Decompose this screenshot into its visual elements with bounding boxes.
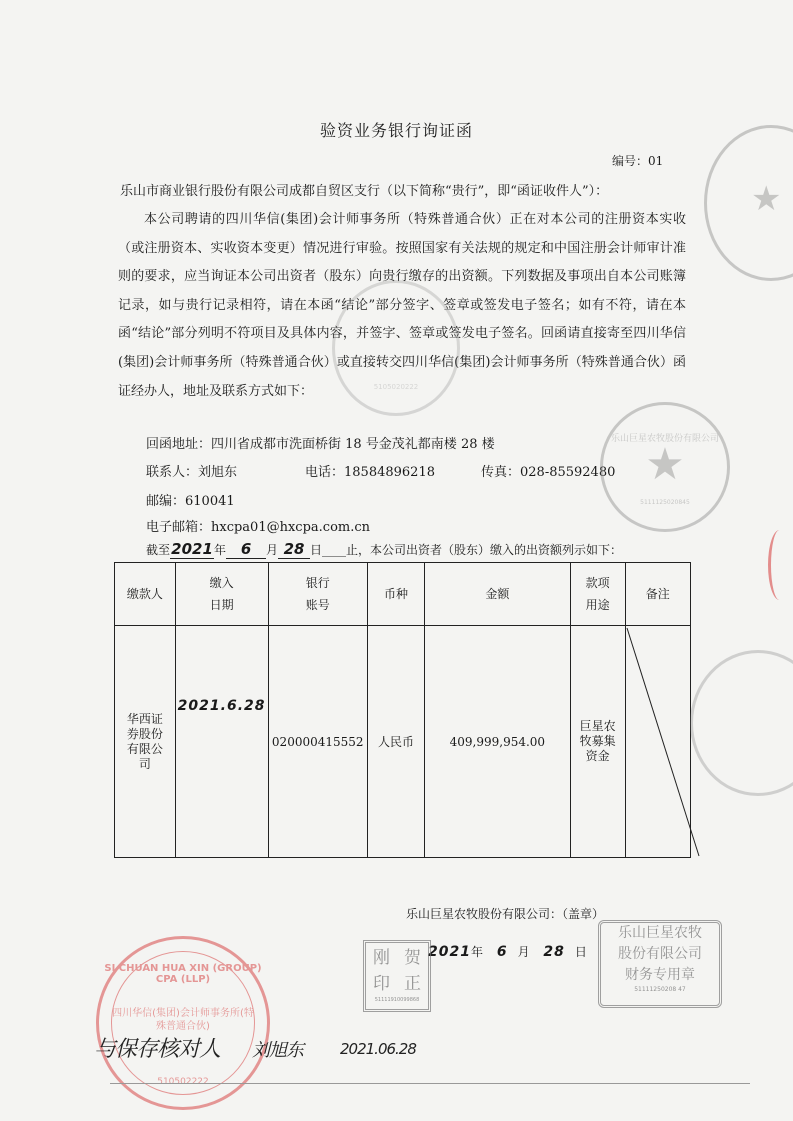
sign-day: 28 xyxy=(543,944,565,960)
square-seal-char: 印 xyxy=(373,974,390,994)
date-year: 2021 xyxy=(171,540,213,558)
page-title: 验资业务银行询证函 xyxy=(319,121,473,140)
bottom-divider xyxy=(110,1083,750,1084)
document-number: 编号：01 xyxy=(612,154,664,168)
header-payer: 缴款人 xyxy=(115,563,176,626)
body-text: 本公司聘请的四川华信(集团)会计师事务所（特殊普通合伙）正在对本公司的注册资本实收（或注册资本、实收资本变更）情况进行审验。按照国家有关法规的规定和中国注册会计师审计准则的要求，应当询证本公司出资者（股东）向贵行缴存的出资额。下列数据及事项出自本公司账簿记录，如与贵行记录相符，请在本函“结论”部分签字、签章或签发电子签名；如有不符，请在本函“结论”部分列明不符项目及具体内容，并签字、签章或签发电子签名。回函请直接寄至四川华信(集团)会计师事务所（特殊普通合伙）或直接转交四川华信(集团)会计师事务所（特殊普通合伙）函证经办人，地址及联系方式如下： xyxy=(118,212,686,399)
contact-fax: 传真：028-85592480 xyxy=(481,465,616,480)
cell-purpose xyxy=(570,626,625,858)
sign-year: 2021 xyxy=(428,944,471,960)
payer-text: 华西证券股份有限公司 xyxy=(126,711,163,771)
email: 电子邮箱：hxcpa01@hxcpa.com.cn xyxy=(146,520,371,535)
date-prefix: 截至 xyxy=(146,543,171,557)
sign-month-unit: 月 xyxy=(517,945,530,959)
square-seal-number: 51111910099868 xyxy=(374,997,420,1003)
cpa-seal-right xyxy=(690,650,793,796)
signature-date: 2021.06.28 xyxy=(340,1040,416,1058)
cpa-seal-cn-text: 四川华信(集团)会计师事务所(特殊普通合伙) xyxy=(112,1008,254,1032)
finance-seal-line: 股份有限公司 xyxy=(618,946,702,962)
contact-phone: 电话：18584896218 xyxy=(305,465,435,480)
square-seal-char: 正 xyxy=(404,974,421,994)
header-date: 缴入 日期 xyxy=(175,563,268,626)
cell-amount: 409,999,954.00 xyxy=(424,626,570,858)
strike-line xyxy=(626,626,700,858)
signature-1: 与保存核对人 xyxy=(94,1037,221,1062)
square-seal xyxy=(363,940,431,1012)
header-purpose: 款项 用途 xyxy=(570,563,625,626)
date-month-unit: 月 xyxy=(266,543,279,557)
finance-seal xyxy=(598,920,722,1008)
right-mid-seal-number: 5105020222 xyxy=(373,383,419,391)
star-icon: ★ xyxy=(645,439,685,490)
date-suffix: 日____止，本公司出资者（股东）缴入的出资额列示如下： xyxy=(310,543,623,557)
cell-remark xyxy=(625,626,690,858)
company-seal-text: 乐山巨星农牧股份有限公司 xyxy=(610,434,719,444)
sign-year-unit: 年 xyxy=(470,945,483,959)
finance-seal-line: 财务专用章 xyxy=(625,967,695,983)
signature-2: 刘旭东 xyxy=(252,1040,303,1061)
cell-payer xyxy=(115,626,176,858)
company-round-seal xyxy=(600,402,730,532)
sign-day-unit: 日 xyxy=(574,945,587,959)
date-line xyxy=(146,540,622,559)
header-account: 银行 账号 xyxy=(268,563,367,626)
edge-seal-mark xyxy=(768,530,791,600)
table-row xyxy=(115,626,691,858)
deposit-date: 2021.6.28 xyxy=(177,698,266,714)
header-amount: 金额 xyxy=(424,563,570,626)
header-currency: 币种 xyxy=(367,563,424,626)
date-month: 6 xyxy=(226,540,266,559)
contact-person: 联系人：刘旭东 xyxy=(146,465,238,480)
top-right-seal xyxy=(704,125,793,281)
square-seal-char: 刚 xyxy=(373,948,390,968)
star-icon: ★ xyxy=(751,179,782,219)
square-seal-char: 贺 xyxy=(404,948,421,968)
finance-seal-number: 51111250208 47 xyxy=(634,986,686,993)
cell-currency: 人民币 xyxy=(367,626,424,858)
sign-month: 6 xyxy=(496,944,508,960)
addressee: 乐山市商业银行股份有限公司成都自贸区支行（以下简称“贵行”，即“函证收件人”）： xyxy=(120,184,609,199)
return-address: 回函地址：四川省成都市洗面桥街 18 号金茂礼都南楼 28 楼 xyxy=(146,437,495,452)
date-day: 28 xyxy=(278,540,310,559)
cell-account: 020000415552 xyxy=(268,626,367,858)
deposit-table xyxy=(114,562,691,858)
cpa-seal-en-text: SI CHUAN HUA XIN (GROUP) CPA (LLP) xyxy=(104,963,262,985)
date-year-unit: 年 xyxy=(214,543,227,557)
company-seal-number: 5111125020845 xyxy=(640,499,690,506)
cpa-seal-center xyxy=(332,280,460,416)
sign-date xyxy=(428,943,587,960)
company-sign-label: 乐山巨星农牧股份有限公司：（盖章） xyxy=(406,907,605,921)
cell-date xyxy=(175,626,268,858)
finance-seal-line: 乐山巨星农牧 xyxy=(618,925,702,941)
header-remark: 备注 xyxy=(625,563,690,626)
cpa-seal-number: 510502222 xyxy=(157,1077,209,1087)
postcode: 邮编：610041 xyxy=(146,494,235,509)
purpose-text: 巨星农牧募集资金 xyxy=(579,719,616,763)
